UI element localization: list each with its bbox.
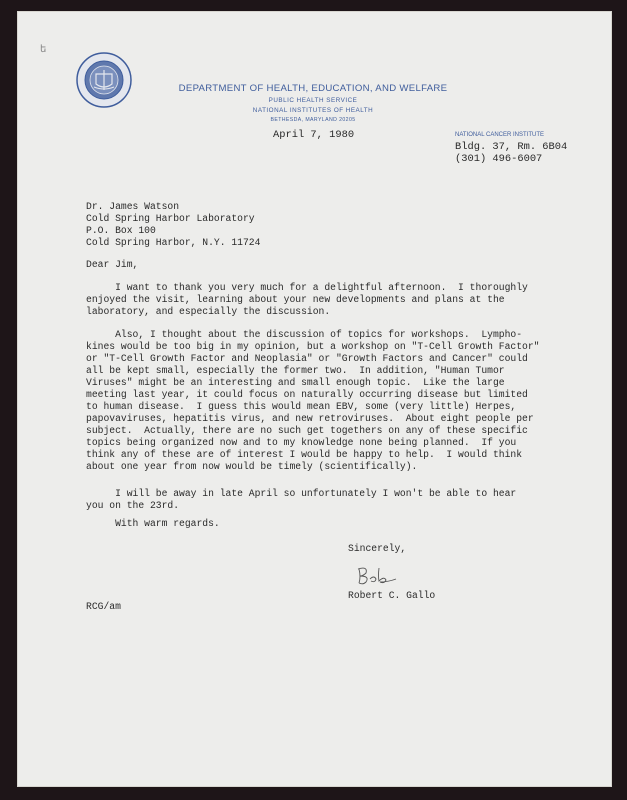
paragraph-4: With warm regards. — [86, 518, 220, 529]
typist-initials: RCG/am — [86, 601, 121, 612]
pencil-margin-mark: ե — [40, 44, 47, 55]
letterhead-location: BETHESDA, MARYLAND 20205 — [270, 117, 356, 123]
letterhead-department: DEPARTMENT OF HEALTH, EDUCATION, AND WELFARE — [178, 83, 448, 94]
recipient-city: Cold Spring Harbor, N.Y. 11724 — [86, 237, 261, 248]
letterhead-institutes: NATIONAL INSTITUTES OF HEALTH — [252, 107, 374, 114]
hew-seal-logo — [76, 52, 132, 108]
letterhead-service: PUBLIC HEALTH SERVICE — [268, 97, 358, 104]
closing: Sincerely, — [348, 543, 407, 554]
paragraph-1: I want to thank you very much for a delightful afternoon. I thoroughly enjoyed the visit, learning about your new developments and plans at the laboratory, and especially the discussion. — [86, 282, 528, 317]
letter-date: April 7, 1980 — [273, 129, 355, 141]
signer-name: Robert C. Gallo — [348, 590, 436, 601]
recipient-name: Dr. James Watson — [86, 201, 180, 212]
sender-institute: NATIONAL CANCER INSTITUTE — [455, 132, 545, 138]
handwritten-signature — [355, 565, 405, 587]
paragraph-2: Also, I thought about the discussion of topics for workshops. Lympho- kines would be too big in my opinion, but a workshop on "T-Cell Growth Factor" or "T-Cell Growth Factor and Neoplasia" or "Growth Factors and Cancer" could all be kept small, especially the former two. In addition, "Human Tumor Viruses" might be an interesting and small enough topic. Like the large meeting last year, it could focus on naturally occurring disease but limited to human disease. I guess this would mean EBV, some (very little) Herpes, papovaviruses, hepatitis virus, and new retroviruses. About eight people per subject. Actually, there are no such get togethers on any of these specific topics being organized now and to my knowledge none being planned. If you think any of these are of interest I would be happy to help. I would think about one year from now would be timely (scientifically). — [86, 329, 540, 472]
paragraph-3: I will be away in late April so unfortunately I won't be able to hear you on the 23rd. — [86, 488, 517, 511]
recipient-box: P.O. Box 100 — [86, 225, 156, 236]
sender-room: Bldg. 37, Rm. 6B04 — [455, 141, 568, 153]
sender-phone: (301) 496-6007 — [455, 153, 543, 165]
recipient-org: Cold Spring Harbor Laboratory — [86, 213, 255, 224]
salutation: Dear Jim, — [86, 259, 139, 270]
